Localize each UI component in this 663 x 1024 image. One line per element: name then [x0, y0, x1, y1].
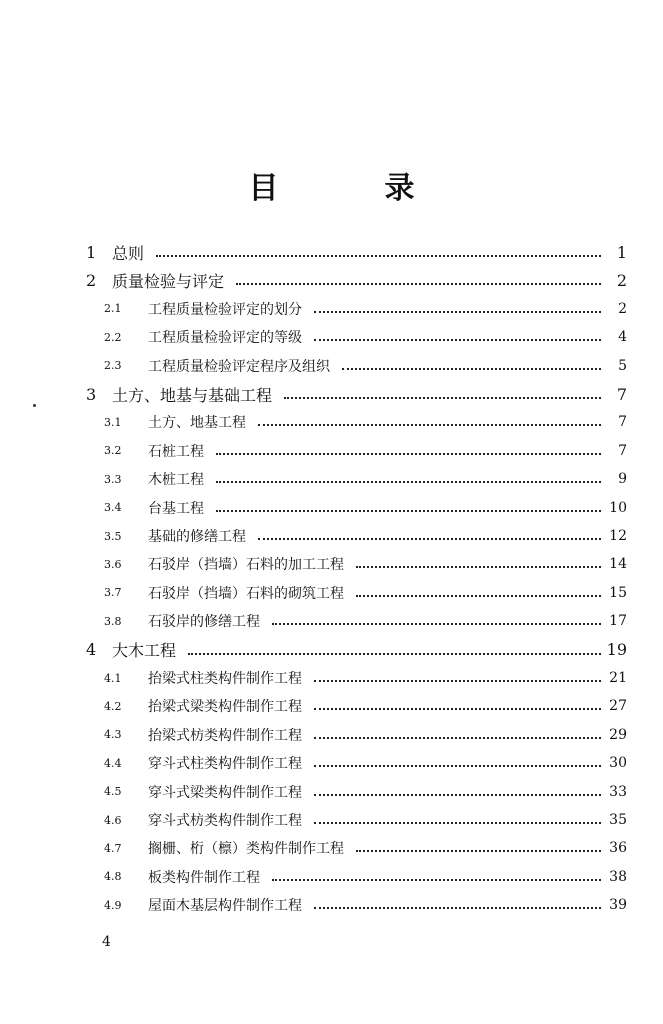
toc-entry-page: 38: [609, 868, 627, 885]
toc-entry-number: 3.7: [104, 586, 122, 600]
toc-entry-page: 36: [609, 840, 627, 857]
toc-entry: [104, 437, 627, 465]
toc-entry-page: 29: [609, 726, 627, 743]
dot-leader: [342, 354, 601, 370]
toc-entry-number: 2.1: [104, 302, 122, 316]
toc-entry-page: 9: [618, 471, 627, 488]
dot-leader: [314, 325, 601, 341]
toc-entry-number: 3.4: [104, 501, 122, 515]
toc-entry-number: 4.7: [104, 841, 122, 855]
toc-entry-title: 基础的修缮工程: [148, 529, 246, 545]
dot-leader: [284, 381, 601, 399]
toc-entry: [104, 607, 627, 635]
toc-entry-title: 石驳岸的修缮工程: [148, 614, 260, 631]
dot-leader: [356, 836, 601, 852]
toc-entry-title: 抬梁式柱类构件制作工程: [148, 671, 302, 687]
dot-leader: [314, 666, 601, 682]
dot-leader: [216, 467, 601, 483]
toc-entry-page: 33: [609, 783, 627, 800]
dot-leader: [188, 637, 601, 655]
toc-entry: [104, 806, 627, 834]
toc-entry-title: 屋面木基层构件制作工程: [148, 898, 302, 915]
toc-entry-page: 12: [609, 528, 627, 544]
toc-entry-title: 穿斗式柱类构件制作工程: [148, 756, 302, 773]
dot-leader: [314, 751, 601, 767]
toc-entry-title: 工程质量检验评定的划分: [148, 301, 302, 318]
toc-entry: [104, 834, 627, 862]
toc-entry: [104, 863, 627, 891]
toc-entry-page: 35: [609, 812, 627, 828]
toc-entry-number: 4.5: [104, 785, 122, 799]
toc-entry: [104, 664, 627, 692]
toc-entry: [104, 891, 627, 919]
toc-entry-number: 4.3: [104, 728, 122, 742]
toc-entry-title: 木桩工程: [148, 472, 204, 489]
page-number: 4: [102, 934, 111, 950]
toc-entry-page: 2: [616, 270, 627, 290]
dot-leader: [314, 694, 601, 710]
toc-entry-title: 台基工程: [148, 500, 204, 517]
toc-entry-number: 1: [86, 242, 97, 262]
dot-leader: [314, 723, 601, 739]
toc-entry-page: 5: [618, 357, 627, 374]
toc-entry-title: 搁栅、桁（檩）类构件制作工程: [148, 841, 344, 858]
toc-entry-page: 10: [609, 499, 627, 516]
toc-entry-number: 3: [86, 384, 97, 404]
scan-speck: [33, 404, 36, 407]
toc-entry-number: 3.6: [104, 557, 122, 571]
toc-entry-number: 4.1: [104, 671, 122, 685]
toc-entry: [86, 266, 627, 294]
toc-entry-page: 14: [609, 556, 627, 573]
toc-entry: [104, 295, 627, 323]
dot-leader: [356, 581, 601, 597]
toc-entry-title: 总则: [112, 243, 145, 263]
dot-leader: [258, 410, 601, 426]
toc-entry: [104, 778, 627, 806]
toc-entry-number: 3.5: [104, 529, 122, 543]
toc-entry-number: 4.4: [104, 756, 122, 770]
toc-entry-page: 7: [618, 442, 627, 459]
toc-entry-title: 土方、地基与基础工程: [112, 385, 273, 405]
toc-entry-number: 2: [86, 270, 97, 290]
toc-entry-number: 4: [86, 640, 97, 660]
toc-entry: [104, 494, 627, 522]
toc-entry-number: 4.2: [104, 699, 122, 713]
toc-entry: [104, 721, 627, 749]
toc-entry: [104, 352, 627, 380]
toc-entry-page: 21: [609, 670, 627, 686]
toc-entry-title: 土方、地基工程: [148, 415, 246, 432]
toc-entry-title: 抬梁式枋类构件制作工程: [148, 727, 302, 744]
dot-leader: [272, 609, 601, 625]
dot-leader: [272, 865, 601, 881]
toc-entry: [104, 749, 627, 777]
toc-entry: [104, 692, 627, 720]
dot-leader: [258, 524, 601, 540]
toc-entry-number: 3.2: [104, 444, 122, 458]
dot-leader: [216, 496, 601, 512]
toc-entry: [86, 238, 627, 266]
toc-entry: [86, 380, 627, 408]
toc-entry-page: 15: [609, 584, 627, 601]
toc-entry-page: 27: [609, 698, 627, 715]
dot-leader: [236, 267, 601, 285]
toc-entry: [104, 522, 627, 550]
dot-leader: [156, 239, 601, 257]
toc-entry-title: 抬梁式梁类构件制作工程: [148, 699, 302, 716]
toc-entry: [104, 465, 627, 493]
dot-leader: [314, 808, 601, 824]
toc-entry-number: 3.1: [104, 415, 122, 429]
toc-entry-title: 板类构件制作工程: [148, 869, 260, 886]
toc-entry-title: 穿斗式枋类构件制作工程: [148, 813, 302, 829]
toc-entry-number: 3.8: [104, 614, 122, 628]
page-title: 目 录: [248, 171, 453, 206]
toc-entry-page: 7: [618, 414, 627, 431]
dot-leader: [356, 552, 601, 568]
toc-entry: [104, 550, 627, 578]
toc-entry-title: 穿斗式梁类构件制作工程: [148, 784, 302, 801]
toc-entry-page: 7: [616, 384, 627, 404]
toc-entry-page: 1: [616, 242, 627, 262]
toc-entry-number: 2.3: [104, 359, 122, 373]
toc-entry-page: 17: [609, 613, 627, 630]
toc-entry-title: 石桩工程: [148, 443, 204, 460]
dot-leader: [314, 893, 601, 909]
dot-leader: [216, 439, 601, 455]
dot-leader: [314, 780, 601, 796]
toc-entry-page: 39: [609, 897, 627, 914]
toc-entry-page: 19: [606, 640, 627, 660]
toc-entry-title: 石驳岸（挡墙）石料的加工工程: [148, 557, 344, 574]
toc-entry-number: 4.6: [104, 813, 122, 827]
toc-entry-title: 工程质量检验评定程序及组织: [148, 358, 330, 375]
toc-entry: [104, 323, 627, 351]
toc-entry: [104, 408, 627, 436]
toc-entry-number: 4.8: [104, 870, 122, 884]
toc-entry-title: 质量检验与评定: [112, 271, 225, 291]
toc-entry-page: 30: [609, 755, 627, 772]
toc-entry-number: 2.2: [104, 330, 122, 344]
toc-entry-page: 4: [618, 329, 627, 346]
toc-entry-title: 工程质量检验评定的等级: [148, 330, 302, 347]
toc-entry: [104, 579, 627, 607]
toc-entry-title: 大木工程: [112, 641, 177, 661]
toc-entry-title: 石驳岸（挡墙）石料的砌筑工程: [148, 585, 344, 602]
toc-entry: [86, 636, 627, 664]
toc-entry-number: 4.9: [104, 898, 122, 912]
toc-entry-page: 2: [618, 300, 627, 317]
toc-entry-number: 3.3: [104, 472, 122, 486]
dot-leader: [314, 297, 601, 313]
